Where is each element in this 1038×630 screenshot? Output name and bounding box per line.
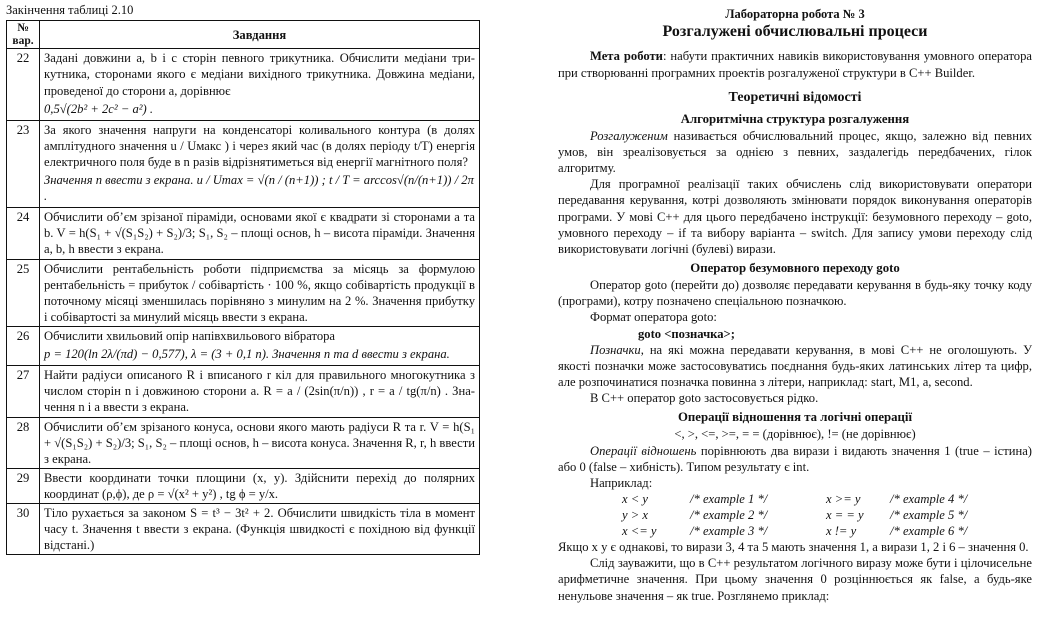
task-cell	[40, 208, 480, 259]
table-caption: Закінчення таблиці 2.10	[6, 3, 134, 17]
lab-subtitle: Розгалужені обчислювальні процеси	[662, 23, 928, 40]
task-text: Обчислити рентабельність роботи підприємства за місяць за формулою рентабельність = прибуток / собівартість · 100 %, якщо собівартість продукції в поточному місяці зменшилась порівняно з минулим на 2 %. Значення прибутку і собівартості за минулий місяць ввести з екрана.	[44, 261, 475, 324]
variant-number: 23	[7, 120, 40, 208]
table-row	[7, 208, 480, 259]
table-row	[7, 259, 480, 326]
table-row	[7, 504, 480, 555]
task-text: Тіло рухається за законом S = t³ − 3t² + 2. Обчислити швидкість тіла в момент часу t. Значення t ввести з екрана. (Функція швидкості є похідною від функції відстані.)	[44, 506, 475, 553]
task-text: За якого значення напруги на конденсаторі коливального контура (в долях амплітудного значення u / Uмакс ) і через який час (в долях періоду t/T) енергія електричного поля буде в n разів відрізнятиметься від енергії магнітного поля?	[44, 122, 475, 169]
task-cell	[40, 49, 480, 120]
right-page	[558, 0, 1032, 630]
table-header-row	[7, 21, 480, 49]
example-comment: /* example 4 */	[890, 491, 968, 506]
task-cell	[40, 417, 480, 468]
example-comment: /* example 1 */	[690, 491, 768, 506]
goto-rare: В C++ оператор goto застосовується рідко.	[590, 390, 819, 405]
ops-list: <, >, <=, >=, = = (дорівнює), != (не дорівнює)	[674, 427, 916, 442]
examples-grid	[622, 491, 1032, 539]
goto-paragraph-1: Оператор goto (перейти до) дозволяє передавати керування в будь-яку точку коду (програми), котру позначено спеціальною позначкою.	[558, 278, 1032, 309]
relations-term: Операції відношень	[590, 443, 697, 458]
variant-number: 30	[7, 504, 40, 555]
example-expression: y > x	[622, 508, 648, 523]
task-formula: Значення n ввести з екрана. u / Umax = √(n / (n+1)) ; t / T = arccos√(n/(n+1)) / 2π .	[44, 173, 474, 204]
table-row	[7, 120, 480, 208]
example-comment: /* example 5 */	[890, 508, 968, 523]
variant-number: 25	[7, 259, 40, 326]
goto-paragraph-2: Формат оператора goto:	[590, 310, 717, 325]
task-cell	[40, 259, 480, 326]
example-label: Наприклад:	[590, 475, 653, 490]
algo-paragraph-1	[558, 128, 1032, 176]
algo-heading: Алгоритмічна структура розгалуження	[680, 111, 910, 126]
relations-paragraph	[558, 443, 1032, 475]
example-comment: /* example 2 */	[690, 508, 768, 523]
goto-format: goto <позначка>;	[638, 326, 735, 341]
variant-number: 26	[7, 327, 40, 366]
task-text: Ввести координати точки площини (x, y). Здійснити перехід до полярних координат (ρ,ϕ), де ρ = √(x² + y²) , tg ϕ = y/x.	[44, 470, 475, 502]
table-row	[7, 327, 480, 366]
example-comment: /* example 3 */	[690, 524, 768, 539]
table-row	[7, 366, 480, 417]
algo-term: Розгалуженим	[590, 128, 668, 143]
goto-heading: Оператор безумовного переходу goto	[690, 260, 900, 275]
task-formula: p = 120(ln 2λ/(πd) − 0,577), λ = (3 + 0,1 n). Значення n та d ввести з екрана.	[44, 347, 450, 362]
example-expression: x <= y	[622, 524, 657, 539]
variant-number: 28	[7, 417, 40, 468]
labels-text: , на які можна передавати керування, в мові C++ не оголошують. У якості позначки може застосовуватись поєднання будь-яких латинських літер та цифр, але розпочинатися позначка повинна з літери, наприклад: start, M1, a, second.	[558, 342, 1032, 389]
labels-term: Позначки	[590, 342, 641, 357]
task-cell	[40, 504, 480, 555]
example-expression: x < y	[622, 491, 648, 506]
task-text: Обчислити об’єм зрізаної піраміди, основами якої є квадрати зі сторонами a та b. V = h(S₁ + √(S₁S₂) + S₂)/3; S₁, S₂ – площі основ, h – висота піраміди. Значення a, b, h ввести з екрана.	[44, 210, 475, 257]
table-body	[7, 49, 480, 555]
task-cell	[40, 327, 480, 366]
example-expression: x = = y	[826, 508, 864, 523]
table-row	[7, 468, 480, 503]
variant-number: 24	[7, 208, 40, 259]
header-variant: № вар.	[7, 21, 40, 49]
header-task: Завдання	[40, 21, 480, 49]
task-cell	[40, 120, 480, 208]
left-page	[6, 0, 482, 630]
theory-heading: Теоретичні відомості	[728, 89, 862, 105]
lab-title: Лабораторна робота № 3	[725, 7, 865, 21]
variant-number: 27	[7, 366, 40, 417]
example-comment: /* example 6 */	[890, 524, 968, 539]
goal-label: Мета роботи	[590, 49, 663, 64]
goal-paragraph	[558, 48, 1032, 80]
task-formula: 0,5√(2b² + 2c² − a²) .	[44, 101, 154, 116]
after-examples: Якщо x у є однакові, то вирази 3, 4 та 5 мають значення 1, а вирази 1, 2 і 6 – значення 0.	[558, 540, 1029, 555]
task-cell	[40, 468, 480, 503]
task-text: Найти радіуси описаного R і вписаного r кіл для правильного многокутника з числом сторін n і довжиною сторони a. R = a / (2sin(π/n)) , r = a / tg(π/n) . Значення n і a ввести з екрана.	[44, 368, 475, 415]
ops-heading: Операції відношення та логічні операції	[677, 410, 913, 425]
algo-paragraph-2: Для програмної реалізації таких обчислень слід використовувати оператори передавання керування, котрі дозволяють змінювати порядок виконування операторів програми. У мові C++ для цього передбачено інструкції: безумовного переходу – goto, умовного переходу – if та вибору варіанта – switch. Для запису умови переходу слід використовувати логічні (булеві) вирази.	[558, 177, 1032, 256]
variant-number: 22	[7, 49, 40, 120]
algo-text: називається обчислювальний процес, якщо, залежно від певних умов, він зреалізовується за однією з певних, заздалегідь передбачених, гілок алгоритму.	[558, 128, 1032, 176]
tasks-table	[6, 20, 480, 555]
task-text: Обчислити хвильовий опір напівхвильового вібратора	[44, 329, 336, 344]
last-paragraph: Слід зауважити, що в C++ результатом логічного виразу може бути і цілочисельне арифметичне значення. При цьому значення 0 розціннюється як false, а будь-яке ненульове значення – як true. Розглянемо приклад:	[558, 556, 1032, 603]
task-text: Обчислити об’єм зрізаного конуса, основи якого мають радіуси R та r. V = h(S₁ + √(S₁S₂) + S₂)/3; S₁, S₂ – площі основ, h – висота конуса. Значення R, r, h ввести з екрана.	[44, 419, 475, 466]
task-text: Задані довжини a, b і c сторін певного трикутника. Обчислити медіани трикутника, сторонами якого є медіани вихідного трикутника. Довжина медіани, проведеної до сторони a, дорівнює	[44, 51, 475, 98]
table-row	[7, 49, 480, 120]
relations-text: порівнюють два вирази і видають значення 1 (true – істина) або 0 (false – хибність). Типом результату є int.	[558, 443, 1032, 474]
task-cell	[40, 366, 480, 417]
variant-number: 29	[7, 468, 40, 503]
table-row	[7, 417, 480, 468]
labels-paragraph	[558, 342, 1032, 390]
example-expression: x != y	[826, 524, 857, 539]
goal-text: : набути практичних навиків використовування умовного оператора при створюванні програмних проектів розгалуженої структури в C++ Builder.	[558, 49, 1032, 80]
example-expression: x >= y	[826, 491, 861, 506]
